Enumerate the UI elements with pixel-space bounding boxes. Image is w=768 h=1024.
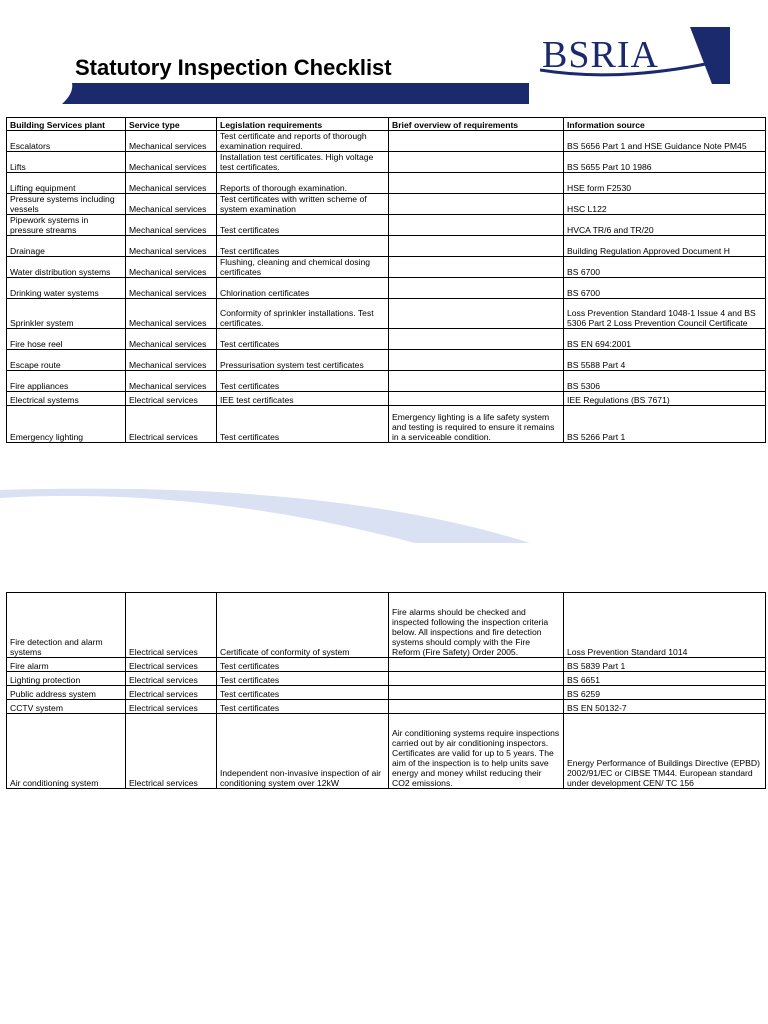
cell-source: Loss Prevention Standard 1048-1 Issue 4 and BS 5306 Part 2 Loss Prevention Council Certificate (564, 299, 766, 329)
cell-overview: Fire alarms should be checked and inspected following the inspection criteria below. All inspections and fire detection systems should comply with the Fire Reform (Fire Safety) Order 2005. (389, 593, 564, 658)
cell-overview (389, 278, 564, 299)
cell-legislation: Test certificates (217, 686, 389, 700)
cell-service: Mechanical services (126, 236, 217, 257)
column-header: Brief overview of requirements (389, 118, 564, 131)
table-header-row (7, 118, 766, 131)
cell-legislation: Conformity of sprinkler installations. Test certificates. (217, 299, 389, 329)
table-row (7, 392, 766, 406)
cell-source: BS 5655 Part 10 1986 (564, 152, 766, 173)
cell-legislation: Test certificates (217, 672, 389, 686)
column-header: Building Services plant (7, 118, 126, 131)
cell-source: BS 6651 (564, 672, 766, 686)
page-title: Statutory Inspection Checklist (75, 55, 392, 80)
cell-plant: Fire appliances (7, 371, 126, 392)
cell-plant: Sprinkler system (7, 299, 126, 329)
cell-service: Electrical services (126, 672, 217, 686)
cell-service: Mechanical services (126, 329, 217, 350)
cell-plant: Escalators (7, 131, 126, 152)
cell-service: Mechanical services (126, 173, 217, 194)
cell-plant: Lifting equipment (7, 173, 126, 194)
cell-overview (389, 686, 564, 700)
cell-legislation: Chlorination certificates (217, 278, 389, 299)
cell-plant: Escape route (7, 350, 126, 371)
cell-plant: Lifts (7, 152, 126, 173)
cell-legislation: Pressurisation system test certificates (217, 350, 389, 371)
cell-plant: Water distribution systems (7, 257, 126, 278)
cell-source: IEE Regulations (BS 7671) (564, 392, 766, 406)
table-row (7, 236, 766, 257)
cell-plant: Pipework systems in pressure streams (7, 215, 126, 236)
table-row (7, 714, 766, 789)
cell-source: BS 6700 (564, 257, 766, 278)
cell-overview (389, 152, 564, 173)
column-header: Service type (126, 118, 217, 131)
cell-plant: Emergency lighting (7, 406, 126, 443)
cell-plant: Pressure systems including vessels (7, 194, 126, 215)
table-row (7, 329, 766, 350)
column-header: Information source (564, 118, 766, 131)
table-row (7, 350, 766, 371)
cell-source: BS 5306 (564, 371, 766, 392)
cell-plant: Fire hose reel (7, 329, 126, 350)
table-row (7, 173, 766, 194)
table-row (7, 278, 766, 299)
cell-overview (389, 350, 564, 371)
cell-service: Electrical services (126, 593, 217, 658)
cell-legislation: Test certificates (217, 658, 389, 672)
cell-source: BS 6259 (564, 686, 766, 700)
table-row (7, 406, 766, 443)
cell-legislation: Certificate of conformity of system (217, 593, 389, 658)
bsria-logo (540, 27, 730, 84)
table-row (7, 371, 766, 392)
cell-source: HSE form F2530 (564, 173, 766, 194)
cell-legislation: Flushing, cleaning and chemical dosing certificates (217, 257, 389, 278)
cell-legislation: Test certificates (217, 371, 389, 392)
table-row (7, 257, 766, 278)
cell-legislation: Test certificates (217, 406, 389, 443)
cell-source: Energy Performance of Buildings Directive (EPBD) 2002/91/EC or CIBSE TM44. European standard under development CEN/ TC 156 (564, 714, 766, 789)
cell-service: Mechanical services (126, 278, 217, 299)
cell-overview: Air conditioning systems require inspections carried out by air conditioning inspectors. Certificates are valid for up to 5 years. The aim of the inspection is to help units save energy and money whilst reducing their CO2 emissions. (389, 714, 564, 789)
table-row (7, 658, 766, 672)
inspection-table-1 (6, 117, 766, 443)
cell-plant: Lighting protection (7, 672, 126, 686)
cell-legislation: Test certificates (217, 215, 389, 236)
cell-service: Mechanical services (126, 194, 217, 215)
cell-legislation: Installation test certificates. High voltage test certificates. (217, 152, 389, 173)
cell-source: HVCA TR/6 and TR/20 (564, 215, 766, 236)
cell-service: Mechanical services (126, 350, 217, 371)
cell-source: BS 5656 Part 1 and HSE Guidance Note PM45 (564, 131, 766, 152)
cell-service: Electrical services (126, 700, 217, 714)
cell-overview (389, 236, 564, 257)
cell-plant: Fire detection and alarm systems (7, 593, 126, 658)
cell-overview (389, 329, 564, 350)
cell-legislation: Test certificates (217, 700, 389, 714)
cell-source: BS 5588 Part 4 (564, 350, 766, 371)
cell-overview: Emergency lighting is a life safety system and testing is required to ensure it remains in a serviceable condition. (389, 406, 564, 443)
table-row (7, 131, 766, 152)
table-row (7, 672, 766, 686)
cell-legislation: Test certificate and reports of thorough examination required. (217, 131, 389, 152)
cell-service: Mechanical services (126, 257, 217, 278)
cell-service: Electrical services (126, 658, 217, 672)
svg-text:BSRIA: BSRIA (542, 34, 659, 76)
cell-legislation: Test certificates with written scheme of system examination (217, 194, 389, 215)
cell-overview (389, 131, 564, 152)
cell-service: Electrical services (126, 714, 217, 789)
cell-source: BS 5266 Part 1 (564, 406, 766, 443)
cell-service: Mechanical services (126, 131, 217, 152)
decorative-swoosh (0, 476, 768, 546)
cell-source: BS 5839 Part 1 (564, 658, 766, 672)
cell-service: Mechanical services (126, 299, 217, 329)
cell-plant: Public address system (7, 686, 126, 700)
cell-overview (389, 299, 564, 329)
cell-overview (389, 658, 564, 672)
cell-legislation: Test certificates (217, 236, 389, 257)
cell-plant: Drinking water systems (7, 278, 126, 299)
cell-service: Electrical services (126, 686, 217, 700)
cell-source: HSC L122 (564, 194, 766, 215)
cell-overview (389, 194, 564, 215)
cell-service: Mechanical services (126, 371, 217, 392)
cell-source: BS EN 50132-7 (564, 700, 766, 714)
cell-plant: Fire alarm (7, 658, 126, 672)
table-row (7, 686, 766, 700)
cell-overview (389, 371, 564, 392)
cell-service: Mechanical services (126, 152, 217, 173)
table-row (7, 152, 766, 173)
cell-source: Loss Prevention Standard 1014 (564, 593, 766, 658)
cell-legislation: Reports of thorough examination. (217, 173, 389, 194)
cell-service: Mechanical services (126, 215, 217, 236)
cell-overview (389, 257, 564, 278)
cell-source: BS 6700 (564, 278, 766, 299)
cell-overview (389, 215, 564, 236)
title-underline-bar (62, 83, 529, 104)
cell-plant: Drainage (7, 236, 126, 257)
cell-overview (389, 700, 564, 714)
table-row (7, 700, 766, 714)
cell-overview (389, 173, 564, 194)
inspection-table-2 (6, 592, 766, 789)
column-header: Legislation requirements (217, 118, 389, 131)
cell-legislation: Independent non-invasive inspection of air conditioning system over 12kW (217, 714, 389, 789)
cell-plant: Air conditioning system (7, 714, 126, 789)
table-row (7, 299, 766, 329)
table-row (7, 215, 766, 236)
cell-source: BS EN 694:2001 (564, 329, 766, 350)
cell-service: Electrical services (126, 406, 217, 443)
table-row (7, 194, 766, 215)
cell-overview (389, 672, 564, 686)
cell-plant: CCTV system (7, 700, 126, 714)
cell-overview (389, 392, 564, 406)
cell-legislation: Test certificates (217, 329, 389, 350)
cell-plant: Electrical systems (7, 392, 126, 406)
table-row (7, 593, 766, 658)
cell-service: Electrical services (126, 392, 217, 406)
cell-legislation: IEE test certificates (217, 392, 389, 406)
cell-source: Building Regulation Approved Document H (564, 236, 766, 257)
